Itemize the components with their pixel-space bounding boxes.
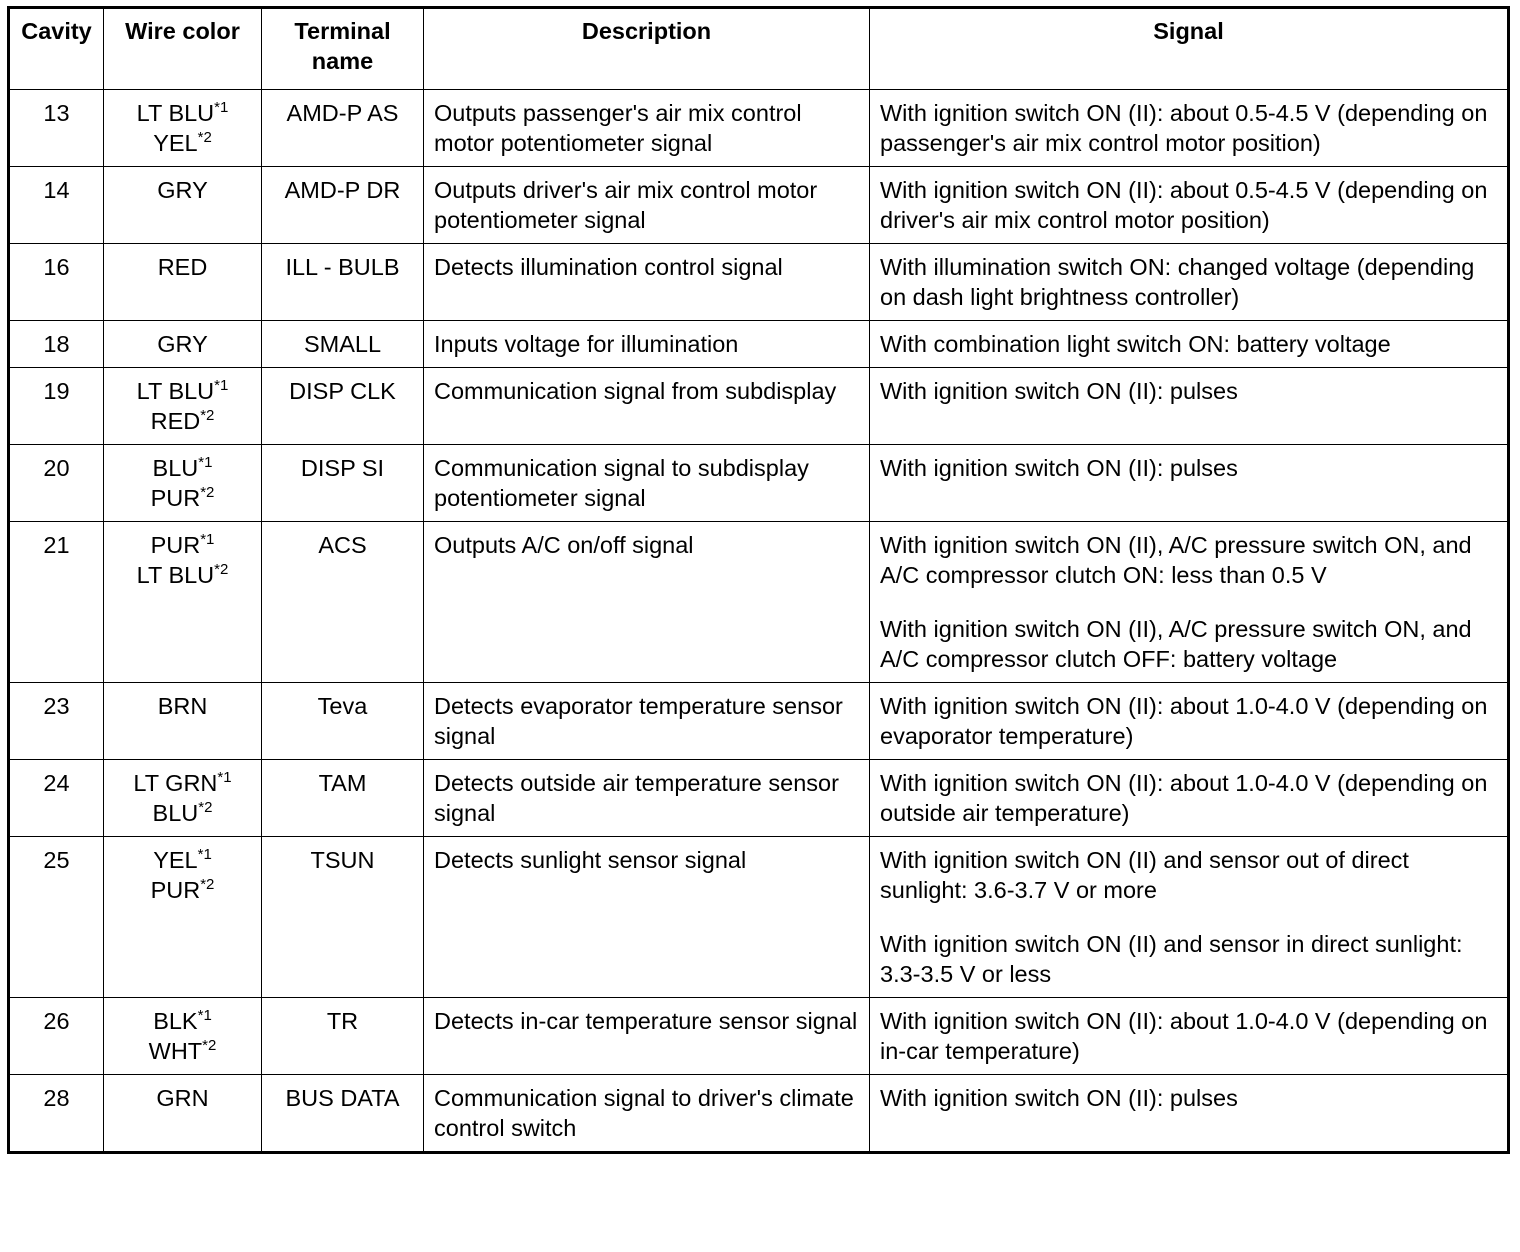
wire-color-footnote: *2 — [202, 1037, 217, 1054]
terminal-name-cell: ILL - BULB — [262, 244, 424, 321]
signal-cell — [870, 998, 1509, 1075]
wire-color-cell — [104, 683, 262, 760]
signal-paragraph: With ignition switch ON (II): about 1.0-4.0 V (depending on outside air temperature) — [880, 770, 1488, 826]
wire-color-footnote: *2 — [198, 799, 213, 816]
wire-color-entry — [114, 560, 251, 590]
terminal-name-cell: TR — [262, 998, 424, 1075]
wire-color-footnote: *2 — [197, 129, 212, 146]
wire-color-name: BRN — [157, 693, 208, 719]
signal-paragraph: With ignition switch ON (II), A/C pressure switch ON, and A/C compressor clutch ON: less than 0.5 V — [880, 532, 1472, 588]
cavity-cell: 14 — [9, 167, 104, 244]
wire-color-name: PUR — [150, 532, 201, 558]
cavity-cell: 13 — [9, 90, 104, 167]
wire-color-name: LT BLU — [136, 100, 215, 126]
wire-color-footnote: *1 — [200, 531, 215, 548]
header-cavity: Cavity — [9, 8, 104, 90]
terminal-name-cell: SMALL — [262, 321, 424, 368]
wire-color-entry — [114, 453, 251, 483]
wire-color-footnote: *2 — [200, 484, 215, 501]
table-row — [9, 321, 1509, 368]
description-cell: Detects in-car temperature sensor signal — [424, 998, 870, 1075]
wire-color-cell — [104, 837, 262, 998]
wire-color-name: YEL — [153, 130, 198, 156]
wire-color-name: PUR — [150, 877, 201, 903]
table-row — [9, 167, 1509, 244]
wire-color-name: RED — [150, 408, 201, 434]
wire-color-cell — [104, 998, 262, 1075]
terminal-name-cell: DISP SI — [262, 445, 424, 522]
wire-color-entry — [114, 530, 251, 560]
wire-color-entry — [114, 1036, 251, 1066]
cavity-cell: 21 — [9, 522, 104, 683]
description-cell: Inputs voltage for illumination — [424, 321, 870, 368]
wire-color-name: GRN — [156, 1085, 209, 1111]
terminal-name-cell: TAM — [262, 760, 424, 837]
cavity-cell: 18 — [9, 321, 104, 368]
wire-color-footnote: *2 — [200, 407, 215, 424]
wire-color-cell — [104, 445, 262, 522]
terminal-name-cell: ACS — [262, 522, 424, 683]
wire-color-cell — [104, 1075, 262, 1153]
table-row — [9, 760, 1509, 837]
table-row — [9, 90, 1509, 167]
terminal-table — [7, 6, 1510, 1154]
wire-color-cell — [104, 321, 262, 368]
cavity-cell: 24 — [9, 760, 104, 837]
header-wire-color: Wire color — [104, 8, 262, 90]
wire-color-name: YEL — [153, 847, 198, 873]
signal-paragraph: With ignition switch ON (II) and sensor out of direct sunlight: 3.6-3.7 V or more — [880, 847, 1409, 903]
table-row — [9, 837, 1509, 998]
terminal-name-cell: DISP CLK — [262, 368, 424, 445]
signal-cell — [870, 167, 1509, 244]
signal-paragraph: With ignition switch ON (II): about 0.5-4.5 V (depending on passenger's air mix control motor position) — [880, 100, 1488, 156]
wire-color-name: GRY — [157, 331, 208, 357]
description-cell: Outputs driver's air mix control motor potentiometer signal — [424, 167, 870, 244]
wire-color-cell — [104, 167, 262, 244]
wire-color-footnote: *1 — [217, 769, 232, 786]
description-cell: Outputs A/C on/off signal — [424, 522, 870, 683]
signal-paragraph: With ignition switch ON (II): about 1.0-4.0 V (depending on evaporator temperature) — [880, 693, 1488, 749]
table-row — [9, 1075, 1509, 1153]
wire-color-entry — [114, 175, 251, 205]
signal-cell — [870, 90, 1509, 167]
signal-cell — [870, 837, 1509, 998]
signal-paragraph: With ignition switch ON (II): about 1.0-4.0 V (depending on in-car temperature) — [880, 1008, 1488, 1064]
terminal-name-cell: Teva — [262, 683, 424, 760]
description-cell: Detects outside air temperature sensor signal — [424, 760, 870, 837]
wire-color-footnote: *1 — [214, 377, 229, 394]
wire-color-name: PUR — [150, 485, 201, 511]
wire-color-footnote: *1 — [197, 846, 212, 863]
table-row — [9, 445, 1509, 522]
table-row — [9, 368, 1509, 445]
wire-color-entry — [114, 1006, 251, 1036]
wire-color-name: BLU — [152, 455, 199, 481]
wire-color-name: LT BLU — [136, 378, 215, 404]
wire-color-name: LT BLU — [136, 562, 215, 588]
signal-paragraph: With ignition switch ON (II) and sensor in direct sunlight: 3.3-3.5 V or less — [880, 931, 1463, 987]
signal-cell — [870, 321, 1509, 368]
wire-color-cell — [104, 760, 262, 837]
wire-color-entry — [114, 252, 251, 282]
description-cell: Communication signal to driver's climate control switch — [424, 1075, 870, 1153]
description-cell: Communication signal from subdisplay — [424, 368, 870, 445]
signal-cell — [870, 760, 1509, 837]
wire-color-name: LT GRN — [133, 770, 218, 796]
wire-color-cell — [104, 368, 262, 445]
wire-color-footnote: *1 — [197, 1007, 212, 1024]
cavity-cell: 25 — [9, 837, 104, 998]
table-row — [9, 683, 1509, 760]
signal-paragraph: With ignition switch ON (II): pulses — [880, 378, 1238, 404]
wire-color-entry — [114, 875, 251, 905]
description-cell: Detects illumination control signal — [424, 244, 870, 321]
wire-color-name: WHT — [148, 1038, 203, 1064]
description-cell: Communication signal to subdisplay potentiometer signal — [424, 445, 870, 522]
wire-color-entry — [114, 1083, 251, 1113]
description-cell: Outputs passenger's air mix control motor potentiometer signal — [424, 90, 870, 167]
wire-color-name: GRY — [157, 177, 208, 203]
cavity-cell: 23 — [9, 683, 104, 760]
wire-color-entry — [114, 329, 251, 359]
wire-color-cell — [104, 522, 262, 683]
signal-paragraph: With ignition switch ON (II): about 0.5-4.5 V (depending on driver's air mix control motor position) — [880, 177, 1488, 233]
wire-color-name: BLU — [152, 800, 199, 826]
terminal-name-cell: TSUN — [262, 837, 424, 998]
terminal-name-cell: AMD-P DR — [262, 167, 424, 244]
wire-color-entry — [114, 768, 251, 798]
header-terminal-name: Terminal name — [262, 8, 424, 90]
signal-paragraph: With ignition switch ON (II): pulses — [880, 455, 1238, 481]
wire-color-footnote: *1 — [214, 99, 229, 116]
cavity-cell: 19 — [9, 368, 104, 445]
wire-color-name: BLK — [153, 1008, 198, 1034]
wire-color-cell — [104, 90, 262, 167]
signal-paragraph: With illumination switch ON: changed voltage (depending on dash light brightness controller) — [880, 254, 1475, 310]
wire-color-entry — [114, 691, 251, 721]
signal-cell — [870, 445, 1509, 522]
signal-cell — [870, 244, 1509, 321]
signal-cell — [870, 683, 1509, 760]
description-cell: Detects evaporator temperature sensor signal — [424, 683, 870, 760]
wire-color-entry — [114, 798, 251, 828]
table-row — [9, 522, 1509, 683]
wire-color-footnote: *2 — [200, 876, 215, 893]
signal-paragraph: With combination light switch ON: battery voltage — [880, 331, 1391, 357]
signal-cell — [870, 1075, 1509, 1153]
signal-cell — [870, 522, 1509, 683]
wire-color-entry — [114, 376, 251, 406]
cavity-cell: 26 — [9, 998, 104, 1075]
wire-color-cell — [104, 244, 262, 321]
wire-color-footnote: *1 — [198, 454, 213, 471]
description-cell: Detects sunlight sensor signal — [424, 837, 870, 998]
wire-color-entry — [114, 845, 251, 875]
cavity-cell: 28 — [9, 1075, 104, 1153]
table-row — [9, 998, 1509, 1075]
wire-color-entry — [114, 98, 251, 128]
wire-color-entry — [114, 128, 251, 158]
table-row — [9, 244, 1509, 321]
table-body — [9, 90, 1509, 1153]
wire-color-footnote: *2 — [214, 561, 229, 578]
signal-paragraph: With ignition switch ON (II), A/C pressure switch ON, and A/C compressor clutch OFF: battery voltage — [880, 616, 1472, 672]
wire-color-entry — [114, 406, 251, 436]
header-signal: Signal — [870, 8, 1509, 90]
wire-color-entry — [114, 483, 251, 513]
cavity-cell: 16 — [9, 244, 104, 321]
terminal-name-cell: AMD-P AS — [262, 90, 424, 167]
signal-cell — [870, 368, 1509, 445]
wire-color-name: RED — [157, 254, 208, 280]
terminal-name-cell: BUS DATA — [262, 1075, 424, 1153]
cavity-cell: 20 — [9, 445, 104, 522]
signal-paragraph: With ignition switch ON (II): pulses — [880, 1085, 1238, 1111]
header-row — [9, 8, 1509, 90]
header-description: Description — [424, 8, 870, 90]
